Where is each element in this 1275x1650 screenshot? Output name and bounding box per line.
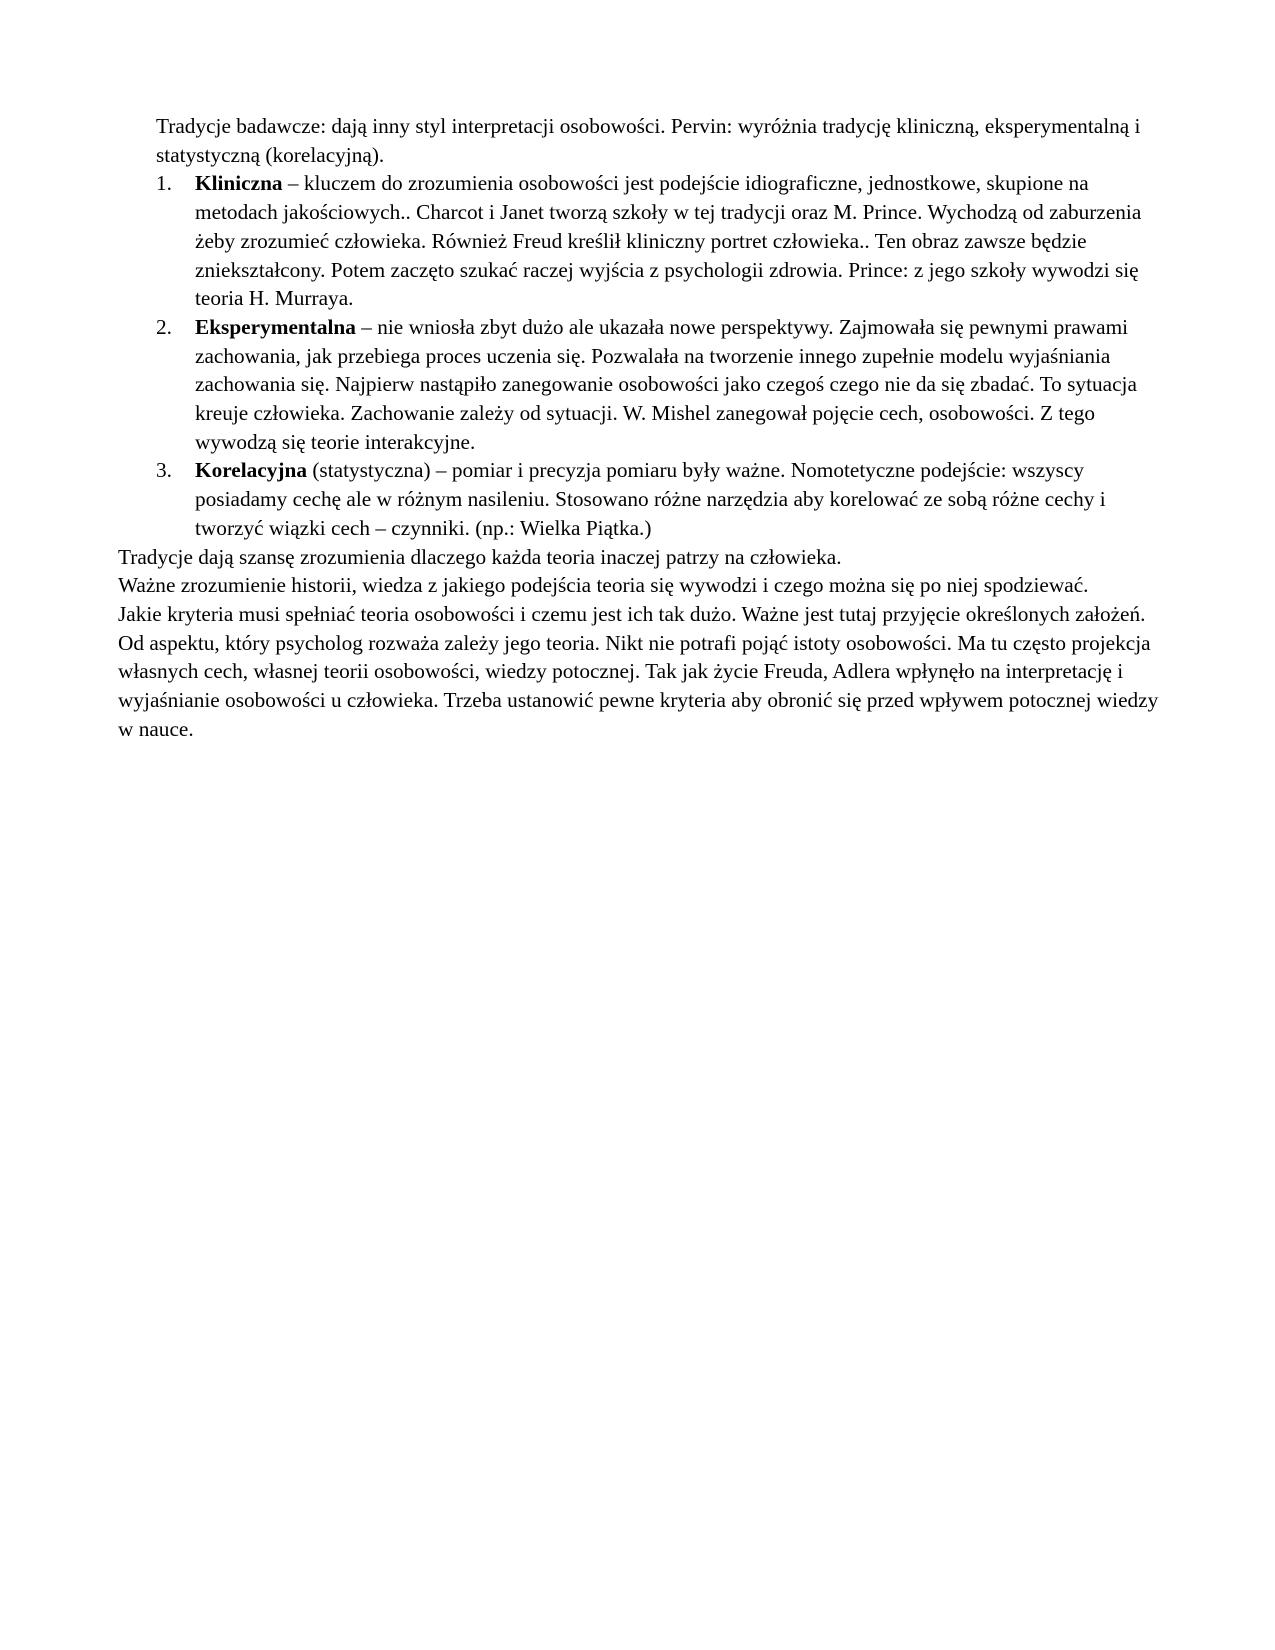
list-term: Korelacyjna xyxy=(195,458,307,483)
list-text: – nie wniosła zbyt dużo ale ukazała nowe perspektywy. Zajmowała się pewnymi prawami zachowania, jak przebiega proces uczenia się. Pozwalała na tworzenie innego zupełnie modelu wyjaśniania zachowania się. Najpierw nastąpiło zanegowanie osobowości jako czegoś czego nie da się zbadać. To sytuacja kreuje człowieka. Zachowanie zależy od sytuacji. W. Mishel zanegował pojęcie cech, osobowości. Z tego wywodzą się teorie interakcyjne. xyxy=(195,314,1137,454)
list-term: Eksperymentalna xyxy=(195,314,356,339)
list-text: – kluczem do zrozumienia osobowości jest podejście idiograficzne, jednostkowe, skupione na metodach jakościowych.. Charcot i Janet tworzą szkoły w tej tradycji oraz M. Prince. Wychodzą od zaburzenia żeby zrozumieć człowieka. Również Freud kreślił kliniczny portret człowieka.. Ten obraz zawsze będzie zniekształcony. Potem zaczęto szukać raczej wyjścia z psychologii zdrowia. Prince: z jego szkoły wywodzi się teoria H. Murraya. xyxy=(195,171,1142,311)
list-number: 3. xyxy=(156,458,172,483)
list-item xyxy=(118,313,1155,457)
body-paragraph: Ważne zrozumienie historii, wiedza z jakiego podejścia teoria się wywodzi i czego można się po niej spodziewać. xyxy=(118,573,1089,598)
list-item xyxy=(118,169,1155,313)
traditions-list xyxy=(118,169,1168,542)
list-text: (statystyczna) – pomiar i precyzja pomiaru były ważne. Nomotetyczne podejście: wszyscy posiadamy cechę ale w różnym nasileniu. Stosowano różne narzędzia aby korelować ze sobą różne cechy i tworzyć wiązki cech – czynniki. (np.: Wielka Piątka.) xyxy=(195,458,1106,540)
document-page xyxy=(118,112,1168,743)
list-term: Kliniczna xyxy=(195,171,283,196)
list-item xyxy=(118,456,1155,542)
body-paragraph: Tradycje dają szansę zrozumienia dlaczego każda teoria inaczej patrzy na człowieka. xyxy=(118,544,842,569)
list-number: 1. xyxy=(156,171,172,196)
intro-paragraph: Tradycje badawcze: dają inny styl interpretacji osobowości. Pervin: wyróżnia tradycję kliniczną, eksperymentalną i statystyczną (korelacyjną). xyxy=(156,114,1141,167)
body-paragraph: Jakie kryteria musi spełniać teoria osobowości i czemu jest ich tak dużo. Ważne jest tutaj przyjęcie określonych założeń. Od aspektu, który psycholog rozważa zależy jego teoria. Nikt nie potrafi pojąć istoty osobowości. Ma tu często projekcja własnych cech, własnej teorii osobowości, wiedzy potocznej. Tak jak życie Freuda, Adlera wpłynęło na interpretację i wyjaśnianie osobowości u człowieka. Trzeba ustanowić pewne kryteria aby obronić się przed wpływem potocznej wiedzy w nauce. xyxy=(118,601,1159,741)
list-number: 2. xyxy=(156,314,172,339)
